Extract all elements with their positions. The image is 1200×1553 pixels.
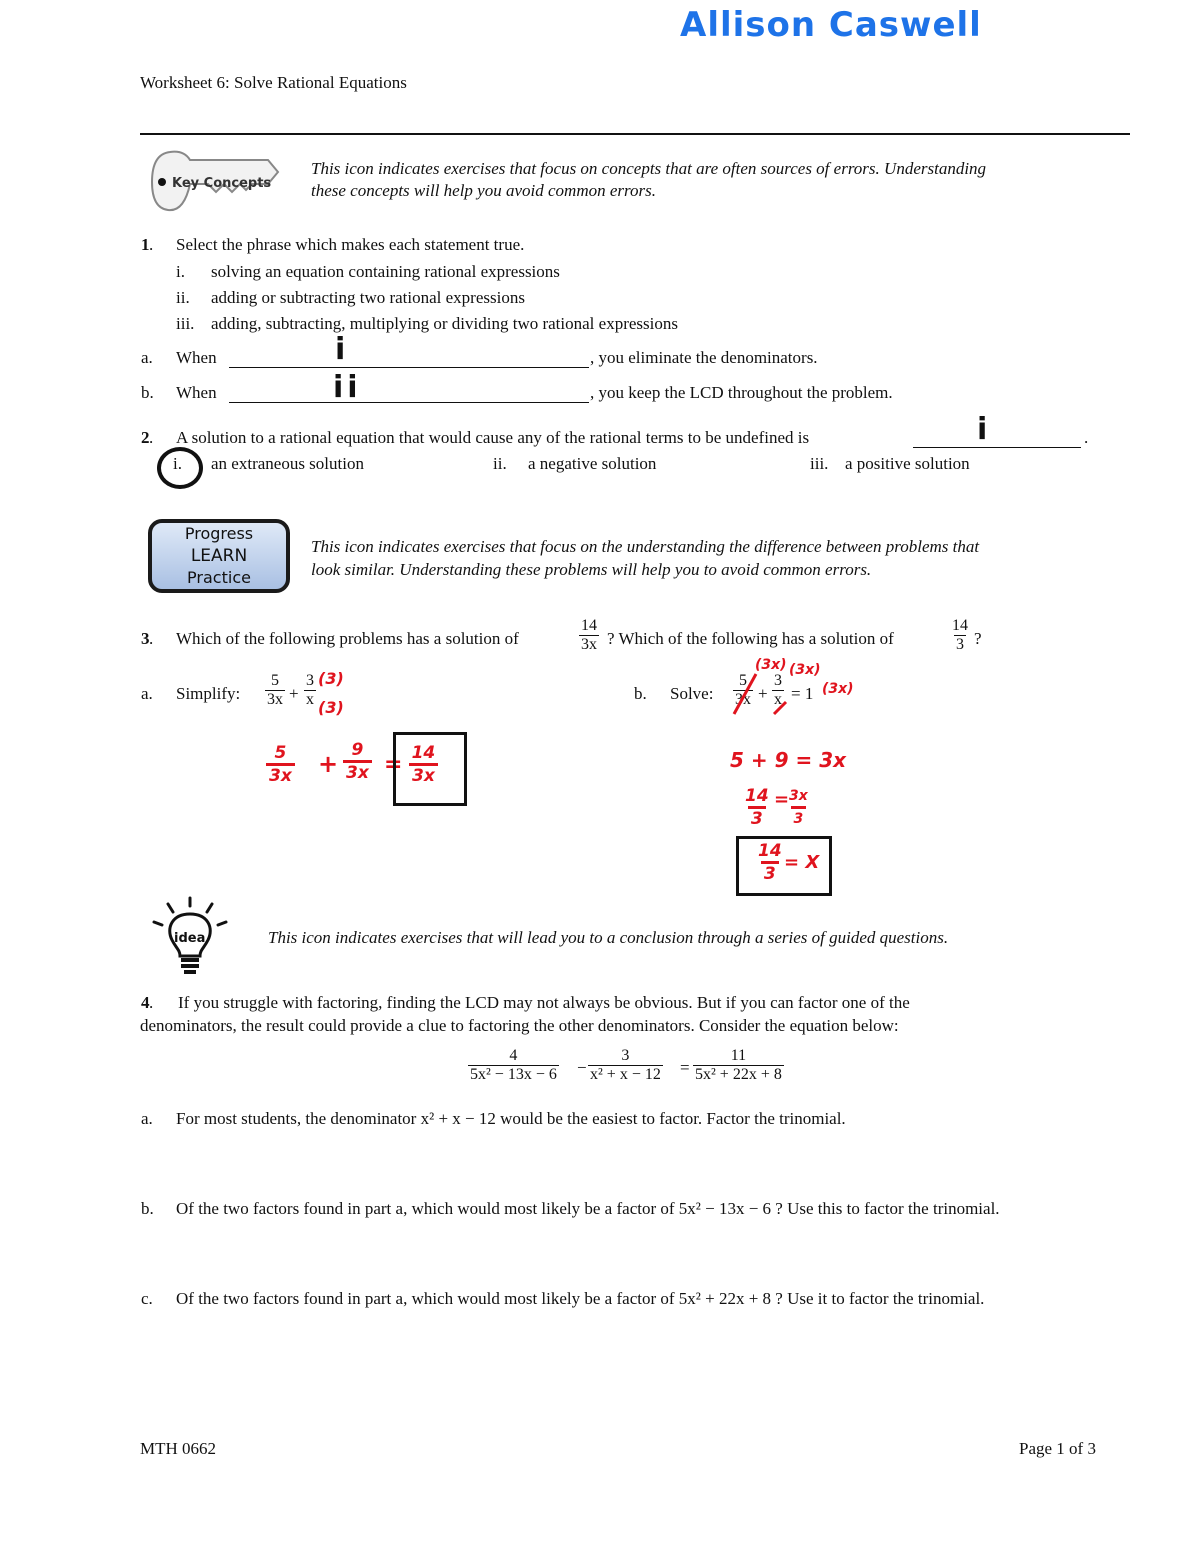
- q1-option-text: solving an equation containing rational expressions: [211, 262, 560, 281]
- q3b-multiplier-1: (3x): [755, 657, 787, 673]
- progress-text-1: This icon indicates exercises that focus on the understanding the difference between problems that: [311, 537, 980, 556]
- q1-option-label: iii.: [176, 314, 195, 333]
- q2-dot: .: [149, 428, 154, 447]
- title-rule: [140, 133, 1130, 135]
- worksheet-title: Worksheet 6: Solve Rational Equations: [140, 73, 407, 92]
- q1-option-text: adding, subtracting, multiplying or dividing two rational expressions: [211, 314, 678, 333]
- q1-option-label: ii.: [176, 288, 190, 307]
- key-concepts-text-1: This icon indicates exercises that focus on concepts that are often sources of errors. Understanding: [311, 159, 987, 178]
- q2-option-label: i.: [173, 454, 182, 473]
- q3b-equals-one: = 1: [791, 684, 814, 703]
- q1a-lead: When: [176, 348, 217, 367]
- q4b-text: Of the two factors found in part a, which would most likely be a factor of 5x² − 13x − 6 ? Use this to factor the trinomial.: [176, 1199, 1000, 1218]
- q4c-text: Of the two factors found in part a, which would most likely be a factor of 5x² + 22x + 8 ? Use it to factor the trinomial.: [176, 1289, 985, 1308]
- key-concepts-label: Key Concepts: [172, 176, 272, 191]
- q3b-result-fraction: $\frac{14}{3}$: [758, 841, 782, 884]
- q1b-label: b.: [141, 383, 154, 402]
- key-concepts-text-2: these concepts will help you avoid common errors.: [311, 181, 656, 200]
- q3a-work-fraction-1: $\frac{5}{3x}$: [266, 743, 295, 786]
- q3-prompt-1: Which of the following problems has a solution of: [176, 629, 519, 648]
- q1-option-text: adding or subtracting two rational expressions: [211, 288, 525, 307]
- idea-lightbulb-icon: [148, 896, 232, 978]
- q2-option-label: iii.: [810, 454, 829, 473]
- q3-fraction-14-over-3x: $\frac{14}{3x}$: [581, 617, 597, 653]
- q3a-work-equals: =: [384, 752, 403, 777]
- q3a-multiplier-bottom: (3): [318, 698, 344, 717]
- progress-learn-practice-icon: [148, 519, 290, 593]
- q4a-text: For most students, the denominator x² + x − 12 would be the easiest to factor. Factor the trinomial.: [176, 1109, 846, 1128]
- q3b-fraction-1: $\frac{5}{3x}$: [735, 672, 751, 708]
- q3a-work-fraction-2: $\frac{9}{3x}$: [343, 740, 372, 783]
- q1-option-label: i.: [176, 262, 185, 281]
- footer-course: MTH 0662: [140, 1439, 217, 1458]
- q3b-fraction-2: $\frac{3}{x}$: [774, 672, 782, 708]
- q3a-multiplier-top: (3): [318, 669, 344, 688]
- q3-prompt-2: ? Which of the following has a solution of: [607, 629, 894, 648]
- q3-prompt-3: ?: [974, 629, 982, 648]
- q2-answer: i: [977, 412, 988, 447]
- idea-text: This icon indicates exercises that will lead you to a conclusion through a series of guided questions.: [268, 928, 949, 947]
- q2-option-label: ii.: [493, 454, 507, 473]
- q3b-work-line-1: 5 + 9 = 3x: [730, 748, 847, 772]
- q4-equation-fraction-2: $\frac{3}{\text{x² + x − 12}}$: [590, 1047, 661, 1083]
- key-concepts-icon: [150, 148, 280, 214]
- q3-fraction-14-over-3: $\frac{14}{3}$: [952, 617, 968, 653]
- q4b-label: b.: [141, 1199, 154, 1218]
- q2-number: 2: [141, 428, 150, 447]
- progress-text-2: look similar. Understanding these problems will help you to avoid common errors.: [311, 560, 872, 579]
- q1a-tail: , you eliminate the denominators.: [590, 348, 818, 367]
- q3-dot: .: [149, 629, 154, 648]
- q3b-label: b.: [634, 684, 647, 703]
- q3b-work-fraction-left: $\frac{14}{3}$: [745, 786, 769, 829]
- q1b-lead: When: [176, 383, 217, 402]
- q1-prompt: Select the phrase which makes each statement true.: [176, 235, 525, 254]
- q4-equation-fraction-3: $\frac{11}{\text{5x² + 22x + 8}}$: [695, 1047, 782, 1083]
- idea-icon-label: idea: [174, 931, 206, 946]
- q1b-answer: ii: [333, 370, 362, 405]
- progress-icon-line: LEARN: [190, 546, 248, 566]
- q3b-operator: +: [758, 684, 768, 703]
- q3b-work-fraction-right: $\frac{3x}{3}$: [789, 788, 808, 827]
- q4-prompt-2: denominators, the result could provide a clue to factoring the other denominators. Consider the equation below:: [140, 1016, 899, 1035]
- q4c-label: c.: [141, 1289, 153, 1308]
- q3b-result-tail: = X: [784, 852, 820, 873]
- q2-end: .: [1084, 428, 1089, 447]
- q3a-result-fraction: $\frac{14}{3x}$: [409, 743, 438, 786]
- q4-number: 4: [141, 993, 150, 1012]
- q1-dot: .: [149, 235, 154, 254]
- q3b-work-equals: =: [774, 789, 790, 810]
- q1-number: 1: [141, 235, 150, 254]
- q4-equation-minus: −: [577, 1058, 587, 1077]
- q3b-multiplier-3: (3x): [822, 681, 854, 697]
- q3a-work-plus: +: [318, 750, 339, 778]
- q1a-blank[interactable]: [229, 367, 589, 368]
- q3a-operator: +: [289, 684, 299, 703]
- q4a-label: a.: [141, 1109, 153, 1128]
- student-name: Allison Caswell: [680, 5, 982, 45]
- footer-page: Page 1 of 3: [1019, 1439, 1096, 1458]
- q1a-label: a.: [141, 348, 153, 367]
- q1a-answer: i: [335, 332, 346, 367]
- q3a-fraction-1: $\frac{5}{3x}$: [267, 672, 283, 708]
- q3b-lead: Solve:: [670, 684, 714, 703]
- q3-number: 3: [141, 629, 150, 648]
- q3a-lead: Simplify:: [176, 684, 241, 703]
- q4-equation-equals: =: [680, 1058, 690, 1077]
- q1b-blank[interactable]: [229, 402, 589, 403]
- q3a-label: a.: [141, 684, 153, 703]
- q2-option-text: a negative solution: [528, 454, 657, 473]
- q2-option-text: an extraneous solution: [211, 454, 364, 473]
- q4-prompt-1: If you struggle with factoring, finding the LCD may not always be obvious. But if you can factor one of the: [178, 993, 910, 1012]
- q3b-multiplier-2: (3x): [789, 662, 821, 678]
- q2-prompt: A solution to a rational equation that would cause any of the rational terms to be undefined is: [176, 428, 810, 447]
- q3a-fraction-2: $\frac{3}{x}$: [306, 672, 314, 708]
- q4-dot: .: [149, 993, 154, 1012]
- q4-equation-fraction-1: $\frac{4}{\text{5x² − 13x − 6}}$: [470, 1047, 557, 1083]
- progress-icon-line: Progress: [184, 524, 254, 543]
- q1b-tail: , you keep the LCD throughout the problem.: [590, 383, 893, 402]
- q2-option-text: a positive solution: [845, 454, 970, 473]
- q2-blank[interactable]: [913, 447, 1081, 448]
- progress-icon-line: Practice: [187, 568, 251, 587]
